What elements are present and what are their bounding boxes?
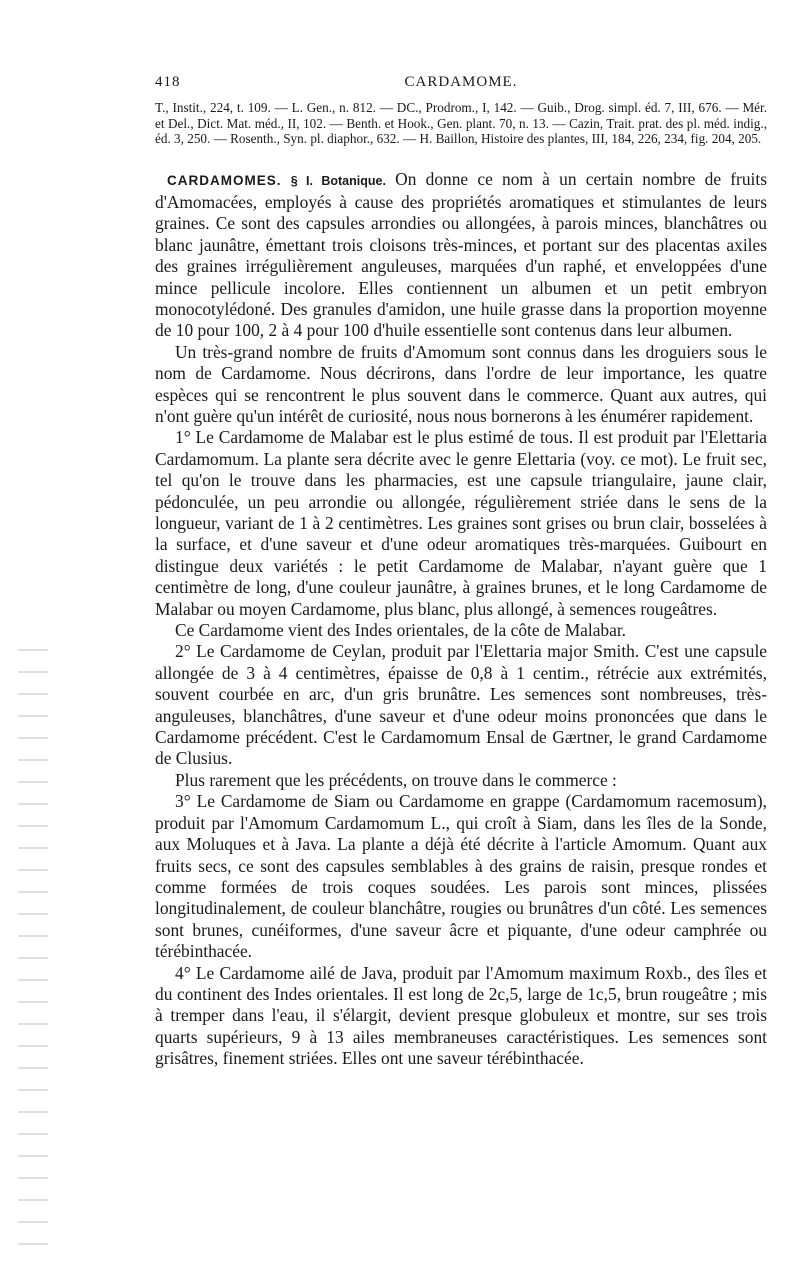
entry-paragraph-3: 1° Le Cardamome de Malabar est le plus estimé de tous. Il est produit par l'Elettaria Cardamomum. La plante sera décrite avec le genre Elettaria (voy. ce mot). Le fruit sec, tel qu'on le trouve dans les pharmacies, est une capsule triangulaire, jaune clair, pédonculée, un peu arrondie ou allongée, régulièrement striée dans le sens de la longueur, variant de 1 à 2 centimètres. Les graines sont grises ou brun clair, bosselées à la surface, et d'une saveur et d'une odeur aromatiques très-marquées. Guibourt en distingue deux variétés : le petit Cardamome de Malabar, n'ayant guère que 1 centimètre de long, d'une couleur jaunâtre, à graines brunes, et le long Cardamome de Malabar ou moyen Cardamome, plus blanc, plus allongé, à semences rougeâtres. [155, 427, 767, 619]
entry-body [155, 169, 767, 1070]
page-header [155, 70, 767, 96]
references-text: T., Instit., 224, t. 109. — L. Gen., n. 812. — DC., Prodrom., I, 142. — Guib., Drog. simpl. éd. 7, III, 676. — Mér. et Del., Dict. Mat. méd., II, 102. — Benth. et Hook., Gen. plant. 70, n. 13. — Cazin, Trait. prat. des pl. méd. indig., éd. 3, 250. — Rosenth., Syn. pl. diaphor., 632. — H. Baillon, Histoire des plantes, III, 184, 226, 234, fig. 204, 205. [155, 100, 767, 146]
paragraph-text: On donne ce nom à un certain nombre de fruits d'Amomacées, employés à cause des propriétés aromatiques et stimulantes de leurs graines. Ce sont des capsules arrondies ou allongées, à parois minces, blanchâtres ou blanc jaunâtre, émettant trois cloisons très-minces, et portant sur des placentas axiles des graines irrégulièrement anguleuses, marquées d'un raphé, et enveloppées d'une mince pellicule incolore. Elles contiennent un albumen et un petit embryon monocotylédoné. Des granules d'amidon, une huile grasse dans la proportion moyenne de 10 pour 100, 2 à 4 pour 100 d'huile essentielle sont contenus dans leur albumen. [155, 168, 767, 341]
entry-paragraph-8: 4° Le Cardamome ailé de Java, produit par l'Amomum maximum Roxb., des îles et du continent des Indes orientales. Il est long de 2c,5, large de 1c,5, brun rougeâtre ; mis à tremper dans l'eau, il s'élargit, devient presque globuleux et montre, sur ses trois quarts supérieurs, 9 à 13 ailes membraneuses caractéristiques. Les semences sont grisâtres, finement striées. Elles ont une saveur térébinthacée. [155, 962, 767, 1069]
entry-headword: CARDAMOMES. [167, 172, 282, 188]
entry-paragraph-6: Plus rarement que les précédents, on trouve dans le commerce : [175, 769, 617, 790]
entry-paragraph-5: 2° Le Cardamome de Ceylan, produit par l'Elettaria major Smith. C'est une capsule allongée de 3 à 4 centimètres, épaisse de 0,8 à 1 centim., rétrécie aux extrémités, souvent courbée en arc, d'un gris brunâtre. Les semences sont nombreuses, très-anguleuses, blanchâtres, d'une saveur et d'une odeur moins prononcées que dans le Cardamome précédent. C'est le Cardamomum Ensal de Gærtner, le grand Cardamome de Clusius. [155, 641, 767, 769]
section-heading: § I. Botanique. [290, 173, 386, 188]
document-page [155, 70, 767, 1070]
bibliographic-references [155, 100, 767, 147]
entry-paragraph-4: Ce Cardamome vient des Indes orientales, de la côte de Malabar. [175, 620, 627, 641]
entry-paragraph-2: Un très-grand nombre de fruits d'Amomum sont connus dans les droguiers sous le nom de Cardamome. Nous décrirons, dans l'ordre de leur importance, les quatre espèces qui se rencontrent le plus souvent dans le commerce. Quant aux autres, qui n'ont guère qu'un intérêt de curiosité, nous nous bornerons à les énumérer rapidement. [155, 341, 767, 426]
margin-scan-marks [18, 640, 48, 1260]
running-title: CARDAMOME. [404, 74, 518, 90]
page-number: 418 [155, 74, 181, 90]
entry-paragraph-1 [155, 169, 767, 342]
entry-paragraph-7: 3° Le Cardamome de Siam ou Cardamome en grappe (Cardamomum racemosum), produit par l'Amomum Cardamomum L., qui croît à Siam, dans les îles de la Sonde, aux Moluques et à Java. La plante a déjà été décrite à l'article Amomum. Quant aux fruits secs, ce sont des capsules semblables à des grains de raisin, presque rondes et comme formées de trois coques soudées. Les parois sont minces, plissées longitudinalement, de couleur blanchâtre, rougies ou brunâtres d'un côté. Les semences sont brunes, cunéiformes, d'une saveur âcre et piquante, d'une odeur camphrée ou térébinthacée. [155, 791, 767, 962]
